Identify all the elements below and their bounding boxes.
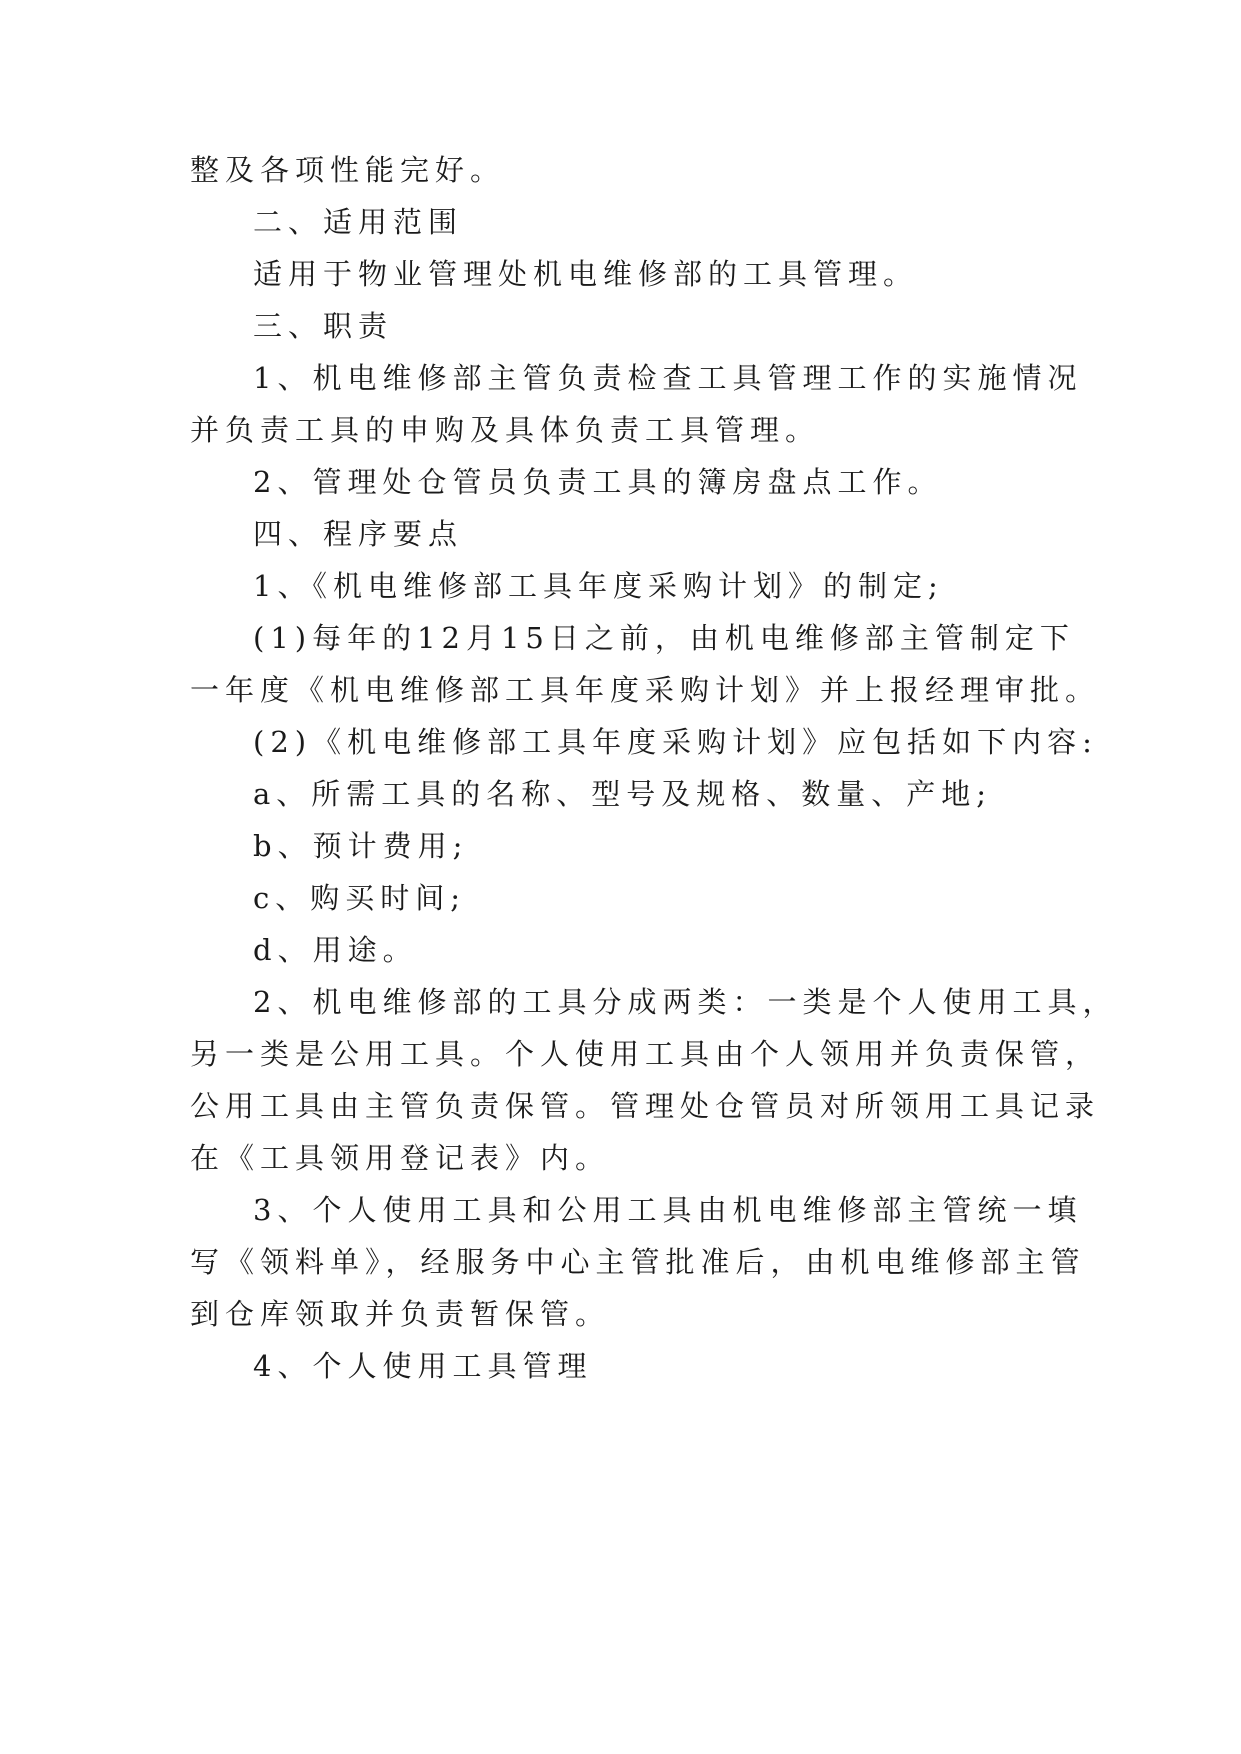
text-line-13: a、所需工具的名称、型号及规格、数量、产地;	[253, 777, 993, 811]
text-line-17: 2、机电维修部的工具分成两类：一类是个人使用工具，	[253, 985, 1118, 1019]
text-line-9: 1、《机电维修部工具年度采购计划》的制定;	[253, 569, 944, 603]
text-line-20: 在《工具领用登记表》内。	[190, 1141, 611, 1175]
text-line-1: 整及各项性能完好。	[190, 153, 506, 187]
text-line-18: 另一类是公用工具。个人使用工具由个人领用并负责保管，	[190, 1037, 1101, 1071]
text-line-11: 一年度《机电维修部工具年度采购计划》并上报经理审批。	[190, 673, 1101, 707]
text-line-6: 并负责工具的申购及具体负责工具管理。	[190, 413, 821, 447]
text-line-16: d、用途。	[253, 933, 418, 967]
text-line-5: 1、机电维修部主管负责检查工具管理工作的实施情况	[253, 361, 1083, 395]
text-line-19: 公用工具由主管负责保管。管理处仓管员对所领用工具记录	[190, 1089, 1101, 1123]
text-line-22: 写《领料单》，经服务中心主管批准后，由机电维修部主管	[190, 1245, 1086, 1279]
text-line-21: 3、个人使用工具和公用工具由机电维修部主管统一填	[253, 1193, 1083, 1227]
text-line-10: (1)每年的12月15日之前，由机电维修部主管制定下	[253, 621, 1075, 655]
text-line-15: c、购买时间;	[253, 881, 467, 915]
section-heading-procedure: 四、程序要点	[253, 517, 464, 551]
text-line-23: 到仓库领取并负责暂保管。	[190, 1297, 611, 1331]
section-heading-duties: 三、职责	[253, 309, 394, 343]
section-heading-scope: 二、适用范围	[253, 205, 464, 239]
text-line-14: b、预计费用;	[253, 829, 469, 863]
text-line-7: 2、管理处仓管员负责工具的簿房盘点工作。	[253, 465, 943, 499]
text-line-12: (2)《机电维修部工具年度采购计划》应包括如下内容:	[253, 725, 1098, 759]
text-line-3: 适用于物业管理处机电维修部的工具管理。	[253, 257, 919, 291]
text-line-24: 4、个人使用工具管理	[253, 1349, 593, 1383]
